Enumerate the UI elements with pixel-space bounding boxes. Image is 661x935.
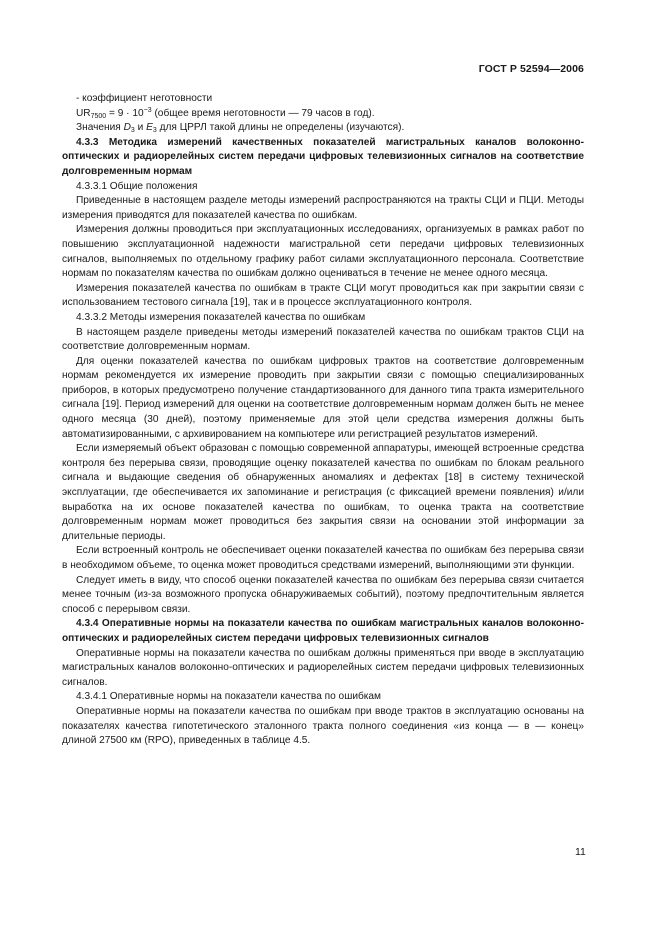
paragraph: Если встроенный контроль не обеспечивает оценки показателей качества по ошибкам без перерыва связи в необходимом объеме, то оценка может проводиться средствами измерений, выполняющими эти функции. (62, 545, 584, 571)
page-number: 11 (575, 846, 586, 858)
subsection-4-3-3-2: 4.3.3.2 Методы измерения показателей качества по ошибкам (76, 311, 366, 323)
paragraph: Приведенные в настоящем разделе методы измерений распространяются на тракты СЦИ и ПЦИ. Методы измерения приводятся для показателей качества по ошибкам. (62, 195, 584, 221)
section-heading-4-3-4: 4.3.4 Оперативные нормы на показатели качества по ошибкам магистральных каналов волоконно-оптических и радиорелейных систем передачи цифровых телевизионных сигналов (62, 618, 584, 644)
formula-ur: $UR_{7500} = 9 \cdot 10^{-3}$ (общее время неготовности — 79 часов в год). (76, 106, 375, 120)
document-code: ГОСТ Р 52594—2006 (478, 63, 584, 75)
section-heading-4-3-3: 4.3.3 Методика измерений качественных показателей магистральных каналов волоконно-оптических и радиорелейных систем передачи цифровых телевизионных сигналов на соответствие долговременным нормам (62, 136, 584, 177)
paragraph: Оперативные нормы на показатели качества по ошибкам должны применяться при вводе в эксплуатацию магистральных каналов волоконно-оптических и радиорелейных систем передачи цифровых телевизионных сигналов. (62, 647, 584, 688)
subsection-4-3-4-1: 4.3.4.1 Оперативные нормы на показатели качества по ошибкам (76, 691, 382, 703)
paragraph: Если измеряемый объект образован с помощью современной аппаратуры, имеющей встроенные средства контроля без перерыва связи, проводящие оценку показателей качества по ошибкам по блокам реального сигнала и выдающие сведения об обнаруженных аномалиях и дефектах [18] в систему технической эксплуатации, где обеспечивается их запоминание и регистрация (с фиксацией времени появления) и/или выработка на их основе показателей качества по ошибкам, то оценка тракта на соответствие долговременным нормам может проводиться без закрытия связи на основании этой информации за длительные периоды. (62, 443, 584, 542)
paragraph: Измерения должны проводиться при эксплуатационных исследованиях, организуемых в рамках работ по повышению эксплуатационной надежности магистральной сети передачи цифровых телевизионных сигналов, выполняемых по отдельному графику работ силами эксплуатационного персонала. Соответствие нормам по показателям качества по ошибкам должно оцениваться в течение не менее одного месяца. (62, 224, 584, 280)
subsection-4-3-3-1: 4.3.3.1 Общие положения (76, 180, 198, 192)
paragraph: Оперативные нормы на показатели качества по ошибкам при вводе трактов в эксплуатацию основаны на показателях качества гипотетического эталонного тракта полного соединения «из конца — в — конец» длиной 27500 км (RPO), приведенных в таблице 4.5. (62, 705, 584, 747)
list-item: - коэффициент неготовности (76, 93, 213, 104)
page-body (62, 92, 584, 749)
paragraph: Для оценки показателей качества по ошибкам цифровых трактов на соответствие долговременным нормам рекомендуется их измерение проводить при закрытии связи с помощью специализированных приборов, в которых предусмотрено получение стандартизованного для данного типа тракта измерительного сигнала [19]. Период измерений для оценки на соответствие долговременным нормам должен быть не менее одного месяца (30 дней), поэтому применяемые для этой цели средства измерения должны быть автоматизированными, с архивированием на компьютере или регистрацией результатов измерений. (62, 355, 584, 440)
paragraph: В настоящем разделе приведены методы измерений показателей качества по ошибкам трактов СЦИ на соответствие долговременным нормам. (62, 326, 584, 353)
values-note: Значения $D_3$ и $E_3$ для ЦРРЛ такой длины не определены (изучаются). (76, 122, 405, 135)
paragraph: Следует иметь в виду, что способ оценки показателей качества по ошибкам без перерыва связи считается менее точным (из-за возможного пропуска обнаруживаемых событий), поэтому предпочтительным является способ с перерывом связи. (62, 574, 584, 615)
paragraph: Измерения показателей качества по ошибкам в тракте СЦИ могут проводиться как при закрытии связи с использованием тестового сигнала [19], так и в процессе эксплуатационного контроля. (62, 282, 584, 309)
